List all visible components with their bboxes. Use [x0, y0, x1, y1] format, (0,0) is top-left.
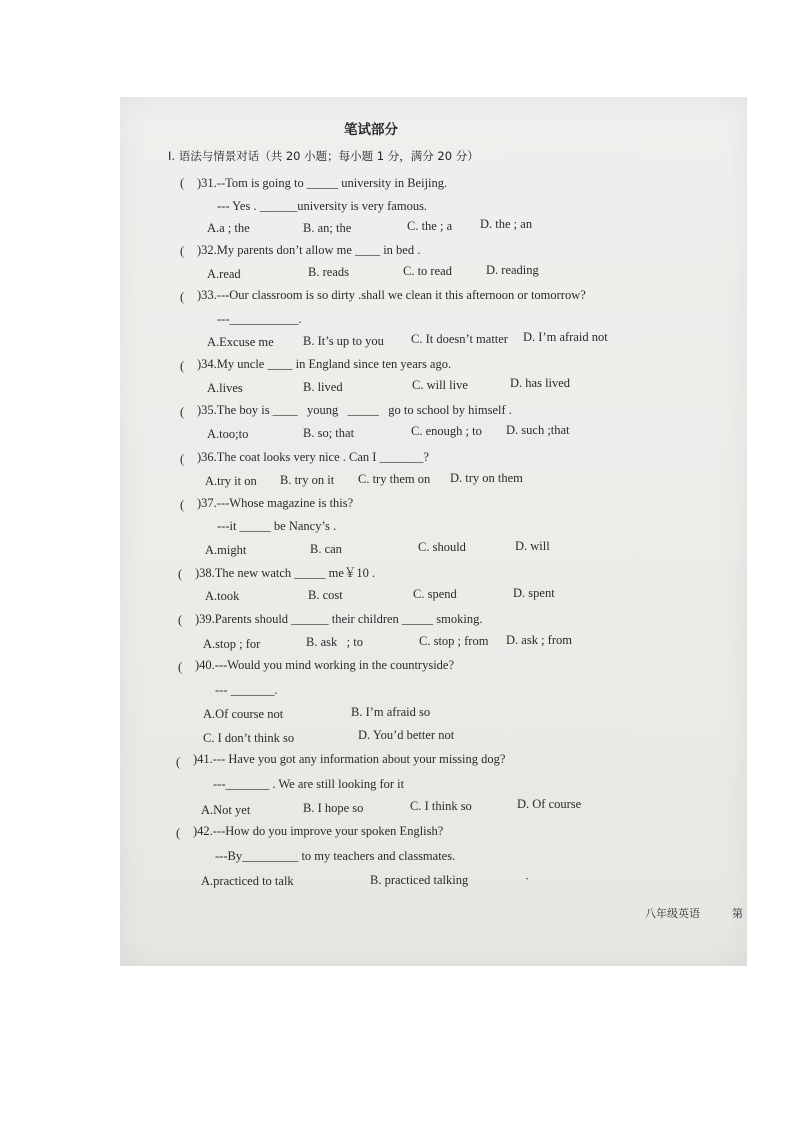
scanned-exam-page: [120, 97, 747, 966]
option: D. I’m afraid not: [523, 330, 608, 344]
option: A.practiced to talk: [201, 874, 294, 888]
question-reply: --- Yes . ______university is very famous.: [217, 199, 428, 213]
option: B. practiced talking: [370, 873, 469, 887]
question-stem: )35.The boy is ____ young _____ go to school by himself .: [197, 403, 512, 417]
option: B. try on it: [280, 473, 335, 487]
option: C. the ; a: [407, 219, 453, 233]
answer-paren[interactable]: (: [180, 452, 185, 466]
option: D. You’d better not: [358, 728, 455, 742]
option: B. so; that: [303, 426, 355, 440]
option: B. lived: [303, 380, 343, 394]
stray-dot: ·: [525, 872, 530, 886]
option: D. ask ; from: [506, 633, 572, 647]
answer-paren[interactable]: (: [180, 176, 185, 190]
option: A.might: [205, 543, 247, 557]
question-stem: )32.My parents don’t allow me ____ in bed .: [197, 243, 421, 257]
answer-paren[interactable]: (: [180, 290, 185, 304]
question-reply: ---___________.: [217, 312, 302, 326]
answer-paren[interactable]: (: [178, 567, 183, 581]
question-stem: )36.The coat looks very nice . Can I _______?: [197, 450, 429, 464]
answer-paren[interactable]: (: [178, 660, 183, 674]
section-heading: Ⅰ. 语法与情景对话（共 20 小题；每小题 1 分，满分 20 分）: [168, 149, 479, 163]
option: C. will live: [412, 378, 468, 392]
option: A.Not yet: [201, 803, 251, 817]
question-reply: ---it _____ be Nancy’s .: [217, 519, 337, 533]
option: C. enough ; to: [411, 424, 482, 438]
option: D. has lived: [510, 376, 571, 390]
option: A.Of course not: [203, 707, 284, 721]
option: C. I think so: [410, 799, 472, 813]
option: C. It doesn’t matter: [411, 332, 508, 346]
option: A.took: [205, 589, 240, 603]
page-title: 笔试部分: [344, 122, 398, 138]
question-stem: )40.---Would you mind working in the countryside?: [195, 658, 455, 672]
question-reply: --- _______.: [215, 683, 278, 697]
option: D. will: [515, 539, 550, 553]
answer-paren[interactable]: (: [176, 755, 181, 769]
question-stem: )38.The new watch _____ me￥10 .: [195, 566, 376, 580]
option: D. Of course: [517, 797, 582, 811]
option: C. try them on: [358, 472, 431, 486]
option: A.lives: [207, 381, 243, 395]
option: B. reads: [308, 265, 349, 279]
question-stem: )42.---How do you improve your spoken English?: [193, 824, 444, 838]
option: C. should: [418, 540, 466, 554]
answer-paren[interactable]: (: [180, 498, 185, 512]
question-reply: ---By_________ to my teachers and classmates.: [215, 849, 456, 863]
option: B. I’m afraid so: [351, 705, 431, 719]
option: D. spent: [513, 586, 555, 600]
option: A.Excuse me: [207, 335, 274, 349]
option: A.try it on: [205, 474, 257, 488]
question-reply: ---_______ . We are still looking for it: [213, 777, 405, 791]
question-stem: )41.--- Have you got any information about your missing dog?: [193, 752, 506, 766]
option: C. stop ; from: [419, 634, 489, 648]
option: B. cost: [308, 588, 343, 602]
option: A.stop ; for: [203, 637, 261, 651]
option: A.a ; the: [207, 221, 250, 235]
option: C. spend: [413, 587, 457, 601]
option: C. to read: [403, 264, 452, 278]
answer-paren[interactable]: (: [180, 244, 185, 258]
option: B. It’s up to you: [303, 334, 384, 348]
answer-paren[interactable]: (: [178, 613, 183, 627]
option: D. try on them: [450, 471, 523, 485]
question-stem: )33.---Our classroom is so dirty .shall we clean it this afternoon or tomorrow?: [197, 288, 586, 302]
option: A.read: [207, 267, 241, 281]
option: A.too;to: [207, 427, 249, 441]
question-stem: )37.---Whose magazine is this?: [197, 496, 354, 510]
option: D. reading: [486, 263, 539, 277]
question-stem: )34.My uncle ____ in England since ten years ago.: [197, 357, 452, 371]
footer-grade-subject: 八年级英语: [645, 907, 700, 920]
option: B. an; the: [303, 221, 352, 235]
option: D. such ;that: [506, 423, 570, 437]
question-stem: )31.--Tom is going to _____ university in Beijing.: [197, 176, 448, 190]
question-stem: )39.Parents should ______ their children _____ smoking.: [195, 612, 483, 626]
answer-paren[interactable]: (: [180, 405, 185, 419]
option: B. can: [310, 542, 342, 556]
answer-paren[interactable]: (: [176, 826, 181, 840]
option: B. I hope so: [303, 801, 364, 815]
option: D. the ; an: [480, 217, 533, 231]
option: B. ask ; to: [306, 635, 363, 649]
option: C. I don’t think so: [203, 731, 295, 745]
answer-paren[interactable]: (: [180, 359, 185, 373]
footer-page-label: 第: [732, 907, 743, 920]
